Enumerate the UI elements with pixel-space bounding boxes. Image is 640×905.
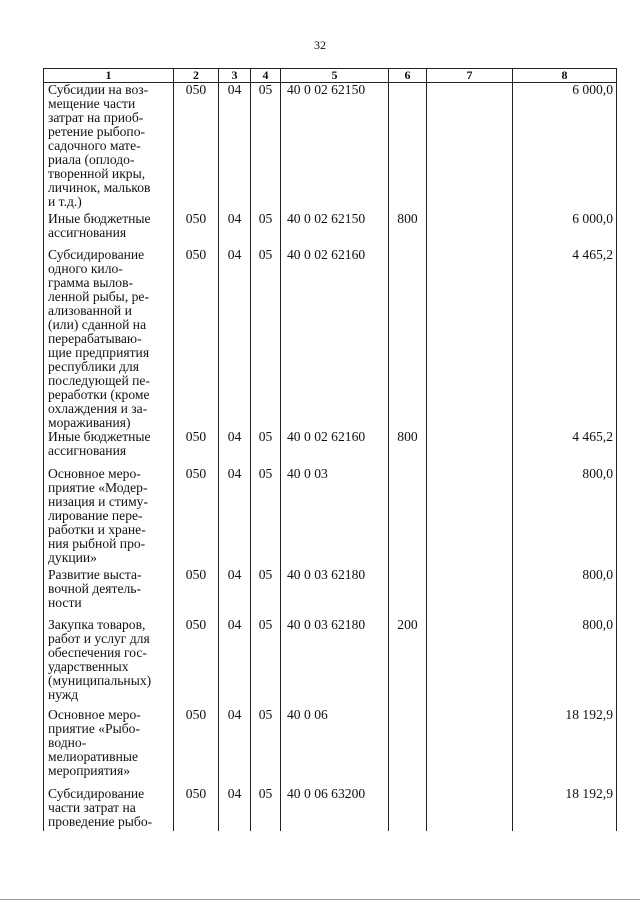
cell-amount-text: 4 465,2 (572, 428, 613, 444)
table-row (44, 708, 617, 787)
cell-expense-type (389, 248, 427, 430)
cell-code (174, 467, 219, 568)
cell-name-text: Развитие выста- вочной деятель- ности (48, 566, 142, 610)
cell-col7 (427, 787, 513, 831)
cell-expense-type-text: 800 (397, 428, 418, 444)
cell-name-text: Субсидии на воз- мещение части затрат на приоб- ретение рыбопо- садочного мате- риала (оплодо- творенной икры, личинок, мальков и т.д.) (48, 82, 151, 209)
table-row (44, 787, 617, 831)
cell-section (219, 430, 251, 467)
cell-subsection (251, 212, 281, 248)
cell-code-text: 050 (185, 82, 207, 97)
cell-target-article (281, 212, 389, 248)
cell-section (219, 248, 251, 430)
cell-section (219, 83, 251, 212)
cell-section-text: 04 (227, 706, 242, 722)
cell-col7 (427, 568, 513, 618)
cell-target-article (281, 708, 389, 787)
cell-code-text: 050 (185, 246, 207, 262)
cell-section-text: 04 (227, 246, 242, 262)
cell-expense-type-text: 200 (397, 616, 418, 632)
cell-code (174, 708, 219, 787)
table-row (44, 248, 617, 430)
cell-section-text: 04 (227, 465, 242, 481)
cell-expense-type (389, 212, 427, 248)
cell-code (174, 568, 219, 618)
cell-subsection-text: 05 (258, 785, 273, 801)
cell-section (219, 467, 251, 568)
cell-col7 (427, 83, 513, 212)
cell-target-article (281, 787, 389, 831)
cell-section-text: 04 (227, 82, 242, 97)
table-row (44, 467, 617, 568)
cell-code-text: 050 (185, 616, 207, 632)
cell-col7 (427, 708, 513, 787)
cell-name-text: Основное меро- приятие «Модер- низация и стиму- лирование пере- работки и хране- ния рыбной про- дукции» (48, 465, 149, 565)
cell-section-text: 04 (227, 210, 242, 226)
cell-code-text: 050 (185, 428, 207, 444)
cell-target-article-text: 40 0 02 62160 (287, 428, 366, 444)
cell-amount-text: 4 465,2 (572, 246, 613, 262)
cell-subsection (251, 708, 281, 787)
cell-code (174, 618, 219, 708)
cell-col7 (427, 467, 513, 568)
cell-target-article-text: 40 0 02 62150 (287, 210, 366, 226)
cell-expense-type (389, 787, 427, 831)
cell-name (44, 467, 174, 568)
cell-code-text: 050 (185, 566, 207, 582)
cell-target-article-text: 40 0 02 62160 (287, 246, 366, 262)
cell-code-text: 050 (185, 465, 207, 481)
cell-amount-text: 800,0 (582, 566, 613, 582)
cell-name-text: Основное меро- приятие «Рыбо- водно- мелиоративные мероприятия» (48, 706, 141, 778)
cell-amount (513, 708, 617, 787)
cell-target-article-text: 40 0 06 (287, 706, 328, 722)
cell-code-text: 050 (185, 785, 207, 801)
cell-target-article (281, 430, 389, 467)
cell-expense-type-text: 800 (397, 210, 418, 226)
cell-amount (513, 248, 617, 430)
cell-subsection-text: 05 (258, 566, 273, 582)
cell-subsection (251, 787, 281, 831)
cell-amount (513, 787, 617, 831)
table-row (44, 212, 617, 248)
cell-section-text: 04 (227, 566, 242, 582)
table-row (44, 83, 617, 212)
cell-subsection-text: 05 (258, 82, 273, 97)
cell-amount-text: 18 192,9 (565, 706, 613, 722)
cell-col7 (427, 618, 513, 708)
cell-expense-type (389, 568, 427, 618)
cell-code (174, 83, 219, 212)
cell-section-text: 04 (227, 616, 242, 632)
cell-expense-type (389, 618, 427, 708)
cell-subsection (251, 83, 281, 212)
header-row (44, 69, 617, 83)
cell-section (219, 708, 251, 787)
cell-col7 (427, 212, 513, 248)
cell-amount (513, 568, 617, 618)
cell-amount (513, 83, 617, 212)
table-row (44, 430, 617, 467)
cell-name (44, 248, 174, 430)
cell-code (174, 248, 219, 430)
cell-amount-text: 18 192,9 (565, 785, 613, 801)
cell-name (44, 708, 174, 787)
cell-expense-type (389, 708, 427, 787)
cell-target-article (281, 83, 389, 212)
cell-target-article (281, 618, 389, 708)
cell-amount (513, 212, 617, 248)
cell-amount-text: 6 000,0 (572, 82, 613, 97)
cell-target-article-text: 40 0 02 62150 (287, 82, 366, 97)
col-header-8: 8 (513, 69, 617, 83)
cell-amount-text: 6 000,0 (572, 210, 613, 226)
cell-code (174, 430, 219, 467)
cell-name (44, 430, 174, 467)
cell-subsection-text: 05 (258, 616, 273, 632)
cell-col7 (427, 248, 513, 430)
cell-subsection-text: 05 (258, 428, 273, 444)
cell-target-article (281, 467, 389, 568)
cell-code (174, 787, 219, 831)
table-row (44, 618, 617, 708)
page-number: 32 (314, 38, 326, 52)
cell-target-article-text: 40 0 03 (287, 465, 328, 481)
cell-name (44, 618, 174, 708)
cell-name-text: Субсидирование части затрат на проведение рыбо- (48, 785, 153, 829)
table-row (44, 568, 617, 618)
cell-expense-type (389, 430, 427, 467)
cell-name (44, 83, 174, 212)
cell-subsection (251, 568, 281, 618)
col-header-2: 2 (174, 69, 219, 83)
cell-amount-text: 800,0 (582, 465, 613, 481)
cell-subsection-text: 05 (258, 706, 273, 722)
cell-name-text: Закупка товаров, работ и услуг для обеспечения гос- ударственных (муниципальных) нужд (48, 616, 152, 702)
cell-name-text: Иные бюджетные ассигнования (48, 428, 151, 458)
cell-amount (513, 618, 617, 708)
col-header-6: 6 (389, 69, 427, 83)
cell-target-article (281, 568, 389, 618)
cell-target-article (281, 248, 389, 430)
cell-name (44, 212, 174, 248)
cell-subsection (251, 467, 281, 568)
cell-code-text: 050 (185, 210, 207, 226)
cell-target-article-text: 40 0 03 62180 (287, 616, 366, 632)
cell-subsection-text: 05 (258, 210, 273, 226)
budget-table (43, 68, 617, 831)
col-header-7: 7 (427, 69, 513, 83)
table-body (44, 83, 617, 831)
cell-amount-text: 800,0 (582, 616, 613, 632)
cell-subsection (251, 430, 281, 467)
cell-col7 (427, 430, 513, 467)
cell-name-text: Субсидирование одного кило- грамма вылов- ленной рыбы, ре- ализованной и (или) сданной на перерабатываю- щие предприятия республики для последующей пе- реработки (кроме охлаждения и за- мораживания) (48, 246, 150, 430)
cell-section-text: 04 (227, 785, 242, 801)
cell-subsection-text: 05 (258, 246, 273, 262)
cell-amount (513, 430, 617, 467)
col-header-1: 1 (44, 69, 174, 83)
cell-subsection-text: 05 (258, 465, 273, 481)
cell-subsection (251, 248, 281, 430)
cell-name-text: Иные бюджетные ассигнования (48, 210, 151, 240)
cell-code-text: 050 (185, 706, 207, 722)
cell-section (219, 787, 251, 831)
cell-expense-type (389, 83, 427, 212)
cell-expense-type (389, 467, 427, 568)
cell-section (219, 618, 251, 708)
cell-amount (513, 467, 617, 568)
cell-target-article-text: 40 0 03 62180 (287, 566, 366, 582)
col-header-4: 4 (251, 69, 281, 83)
col-header-3: 3 (219, 69, 251, 83)
scan-edge (0, 899, 640, 900)
cell-section (219, 212, 251, 248)
cell-section (219, 568, 251, 618)
cell-name (44, 568, 174, 618)
col-header-5: 5 (281, 69, 389, 83)
cell-subsection (251, 618, 281, 708)
cell-section-text: 04 (227, 428, 242, 444)
cell-code (174, 212, 219, 248)
cell-target-article-text: 40 0 06 63200 (287, 785, 366, 801)
cell-name (44, 787, 174, 831)
